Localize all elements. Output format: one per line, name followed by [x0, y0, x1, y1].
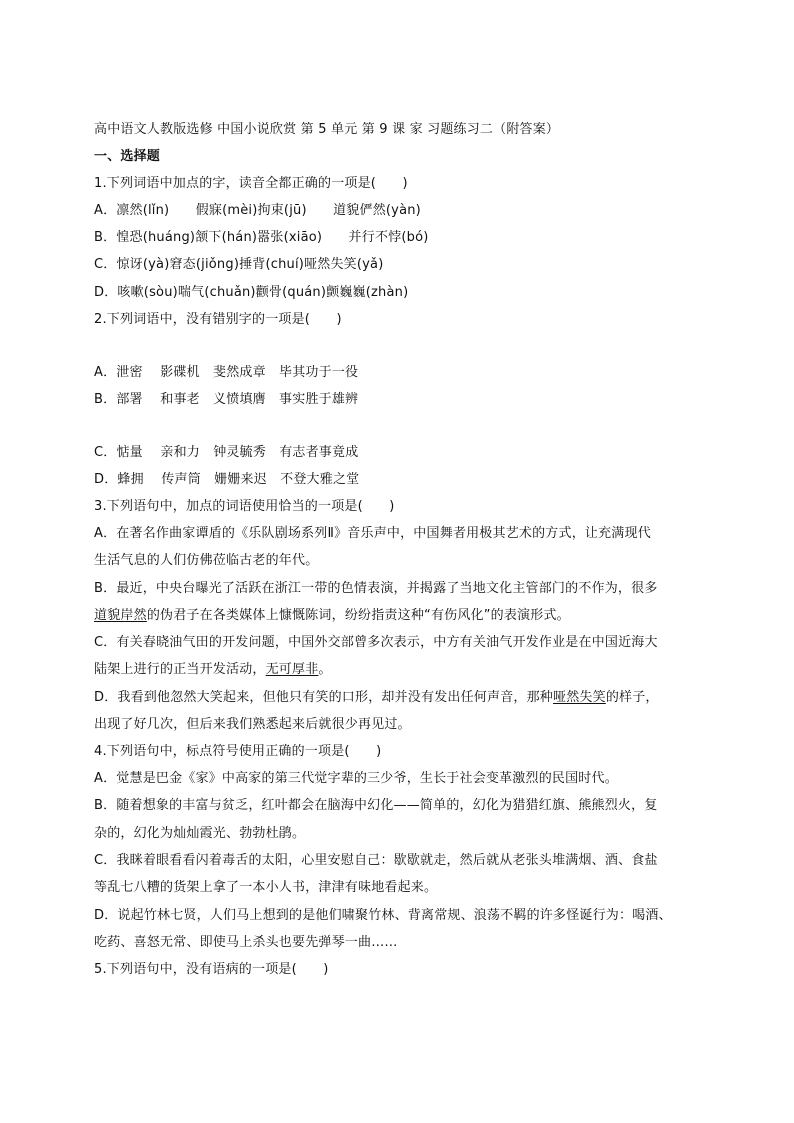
q4-option-d-line1: D．说起竹林七贤，人们马上想到的是他们啸聚竹林、背离常规、浪荡不羁的许多怪诞行为：喝酒、 — [94, 908, 672, 923]
q4-option-b-line2: 杂的，幻化为灿灿霞光、勃勃杜鹃。 — [94, 826, 306, 841]
q3-option-d-line1 — [94, 689, 734, 706]
q2-option-a: A．泄密 影碟机 斐然成章 毕其功于一役 — [94, 365, 359, 380]
underlined-phrase: 无可厚非 — [265, 662, 319, 677]
q1-option-a: A．凛然(lǐn) 假寐(mèi)拘束(jū) 道貌俨然(yàn) — [94, 203, 421, 218]
q3-option-b-line2 — [94, 607, 734, 624]
q3-stem: 3.下列语句中，加点的词语使用恰当的一项是( ) — [94, 499, 395, 514]
q1-option-b: B．惶恐(huáng)颔下(hán)嚣张(xiāo) 并行不悖(bó) — [94, 230, 429, 245]
q5-stem: 5.下列语句中，没有语病的一项是( ) — [94, 962, 329, 977]
text-run: 的伪君子在各类媒体上慷慨陈词，纷纷指责这种“有伤风化”的表演形式。 — [146, 608, 570, 623]
q3-option-d-line2: 出现了好几次，但后来我们熟悉起来后就很少再见过。 — [94, 717, 411, 732]
text-run: 。 — [318, 662, 332, 677]
q4-option-c-line1: C．我眯着眼看看闪着毒舌的太阳，心里安慰自己：歇歇就走，然后就从老张头堆满烟、酒、食盐 — [94, 853, 658, 868]
q3-option-a-line2: 生活气息的人们仿佛莅临古老的年代。 — [94, 553, 319, 568]
underlined-phrase: 哑然失笑 — [553, 690, 606, 705]
q4-stem: 4.下列语句中，标点符号使用正确的一项是( ) — [94, 744, 382, 759]
q3-option-a-line1: A．在著名作曲家谭盾的《乐队剧场系列Ⅱ》音乐声中，中国舞者用极其艺术的方式，让充满现代 — [94, 526, 651, 541]
q3-option-b-line1: B．最近，中央台曝光了活跃在浙江一带的色情表演，并揭露了当地文化主管部门的不作为，很多 — [94, 581, 658, 596]
q4-option-a: A．觉慧是巴金《家》中高家的第三代觉字辈的三少爷，生长于社会变革激烈的民国时代。 — [94, 771, 618, 786]
q4-option-b-line1: B．随着想象的丰富与贫乏，红叶都会在脑海中幻化——简单的，幻化为猎猎红旗、熊熊烈火，复 — [94, 798, 658, 813]
doc-title: 高中语文人教版选修 中国小说欣赏 第 5 单元 第 9 课 家 习题练习二（附答案） — [94, 122, 560, 137]
q2-option-d: D．蜂拥 传声筒 姗姗来迟 不登大雅之堂 — [94, 472, 360, 487]
q3-option-c-line2 — [94, 661, 734, 678]
q2-option-b: B．部署 和事老 义愤填膺 事实胜于雄辨 — [94, 392, 359, 407]
q4-option-d-line2: 吃药、喜怒无常、即使马上杀头也要先弹琴一曲…… — [94, 935, 398, 950]
q1-stem: 1.下列词语中加点的字，读音全都正确的一项是( ) — [94, 176, 408, 191]
q4-option-c-line2: 等乱七八糟的货架上拿了一本小人书，津津有味地看起来。 — [94, 880, 438, 895]
q1-option-c: C．惊讶(yà)窘态(jiǒng)捶背(chuí)哑然失笑(yǎ) — [94, 257, 384, 272]
underlined-phrase: 道貌岸然 — [94, 608, 147, 623]
text-run: 陆架上进行的正当开发活动， — [94, 662, 266, 677]
q1-option-d: D．咳嗽(sòu)喘气(chuǎn)颧骨(quán)颤巍巍(zhàn) — [94, 285, 409, 300]
text-run: D．我看到他忽然大笑起来，但他只有笑的口形，却并没有发出任何声音，那种 — [94, 690, 554, 705]
text-run: 的样子， — [605, 690, 659, 705]
q2-option-c: C．惦量 亲和力 钟灵毓秀 有志者事竟成 — [94, 445, 359, 460]
q2-stem: 2.下列词语中，没有错别字的一项是( ) — [94, 312, 342, 327]
q3-option-c-line1: C．有关春晓油气田的开发问题，中国外交部曾多次表示，中方有关油气开发作业是在中国近海大 — [94, 635, 658, 650]
section-heading: 一、选择题 — [94, 149, 161, 164]
